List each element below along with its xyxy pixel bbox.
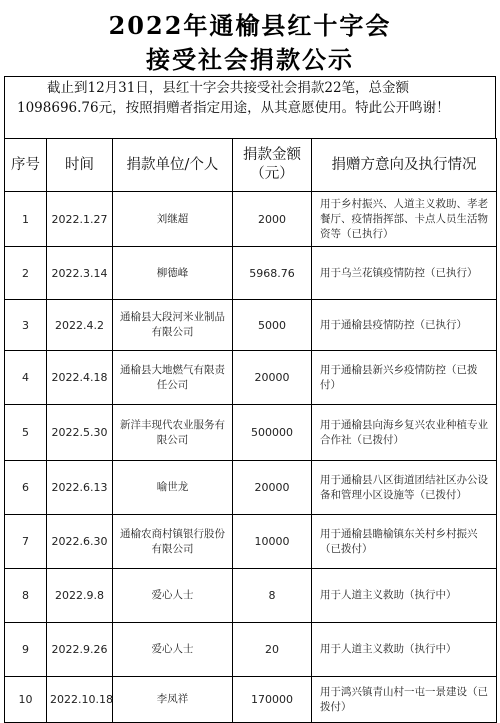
cell-purpose: 用于通榆县新兴乡疫情防控（已拨付）: [312, 351, 497, 405]
header-amount: 捐款金额（元）: [233, 139, 312, 192]
cell-purpose: 用于通榆县八区街道团结社区办公设备和管理小区设施等（已拨付）: [312, 461, 497, 515]
cell-purpose: 用于通榆县疫情防控（已执行）: [312, 300, 497, 351]
cell-amount: 8: [233, 569, 312, 623]
cell-index: 2: [5, 247, 47, 300]
cell-amount: 500000: [233, 405, 312, 461]
cell-purpose: 用于鸿兴镇青山村一屯一景建设（已拨付）: [312, 677, 497, 723]
cell-index: 8: [5, 569, 47, 623]
cell-amount: 5968.76: [233, 247, 312, 300]
cell-index: 3: [5, 300, 47, 351]
cell-purpose: 用于乡村振兴、人道主义救助、孝老餐厅、疫情指挥部、卡点人员生活物资等（已执行）: [312, 192, 497, 247]
cell-amount: 170000: [233, 677, 312, 723]
cell-purpose: 用于通榆县向海乡复兴农业种植专业合作社（已拨付）: [312, 405, 497, 461]
cell-date: 2022.1.27: [47, 192, 113, 247]
table-header: [5, 139, 497, 192]
cell-purpose: 用于人道主义救助（执行中）: [312, 623, 497, 677]
cell-donor: 柳德峰: [113, 247, 233, 300]
table-row: [5, 461, 497, 515]
cell-donor: 爱心人士: [113, 623, 233, 677]
cell-index: 1: [5, 192, 47, 247]
header-row: [5, 139, 497, 192]
cell-donor: 通榆县大地燃气有限责任公司: [113, 351, 233, 405]
table-body: [5, 192, 497, 723]
cell-date: 2022.4.18: [47, 351, 113, 405]
table-row: [5, 300, 497, 351]
cell-amount: 20000: [233, 461, 312, 515]
cell-index: 9: [5, 623, 47, 677]
intro-paragraph: 截止到12月31日，县红十字会共接受社会捐款22笔，总金额1098696.76元，按照捐赠者指定用途，从其意愿使用。特此公开鸣谢！: [4, 76, 496, 138]
header-index: 序号: [5, 139, 47, 192]
cell-amount: 20000: [233, 351, 312, 405]
cell-index: 7: [5, 515, 47, 569]
cell-donor: 新洋丰现代农业服务有限公司: [113, 405, 233, 461]
page-subtitle: 接受社会捐款公示: [146, 45, 354, 74]
cell-date: 2022.9.8: [47, 569, 113, 623]
table-row: [5, 192, 497, 247]
cell-date: 2022.4.2: [47, 300, 113, 351]
cell-purpose: 用于通榆县瞻榆镇东关村乡村振兴（已拨付）: [312, 515, 497, 569]
cell-amount: 5000: [233, 300, 312, 351]
table-row: [5, 515, 497, 569]
table-row: [5, 677, 497, 723]
table-row: [5, 351, 497, 405]
cell-index: 10: [5, 677, 47, 723]
cell-index: 5: [5, 405, 47, 461]
cell-donor: 刘继超: [113, 192, 233, 247]
cell-date: 2022.3.14: [47, 247, 113, 300]
page-title: 2022年通榆县红十字会: [108, 11, 392, 40]
table-row: [5, 247, 497, 300]
cell-donor: 李凤祥: [113, 677, 233, 723]
cell-amount: 20: [233, 623, 312, 677]
cell-date: 2022.5.30: [47, 405, 113, 461]
table-row: [5, 569, 497, 623]
cell-date: 2022.10.18: [47, 677, 113, 723]
cell-donor: 通榆农商村镇银行股份有限公司: [113, 515, 233, 569]
header-date: 时间: [47, 139, 113, 192]
header-purpose: 捐赠方意向及执行情况: [312, 139, 497, 192]
cell-donor: 爱心人士: [113, 569, 233, 623]
cell-index: 4: [5, 351, 47, 405]
donation-table: [4, 138, 497, 723]
header-donor: 捐款单位/个人: [113, 139, 233, 192]
cell-amount: 2000: [233, 192, 312, 247]
cell-purpose: 用于乌兰花镇疫情防控（已执行）: [312, 247, 497, 300]
cell-purpose: 用于人道主义救助（执行中）: [312, 569, 497, 623]
cell-donor: 喻世龙: [113, 461, 233, 515]
cell-date: 2022.6.13: [47, 461, 113, 515]
table-row: [5, 623, 497, 677]
table-row: [5, 405, 497, 461]
cell-date: 2022.6.30: [47, 515, 113, 569]
title-block: [0, 0, 500, 75]
cell-index: 6: [5, 461, 47, 515]
cell-amount: 10000: [233, 515, 312, 569]
cell-donor: 通榆县大段河米业制品有限公司: [113, 300, 233, 351]
cell-date: 2022.9.26: [47, 623, 113, 677]
